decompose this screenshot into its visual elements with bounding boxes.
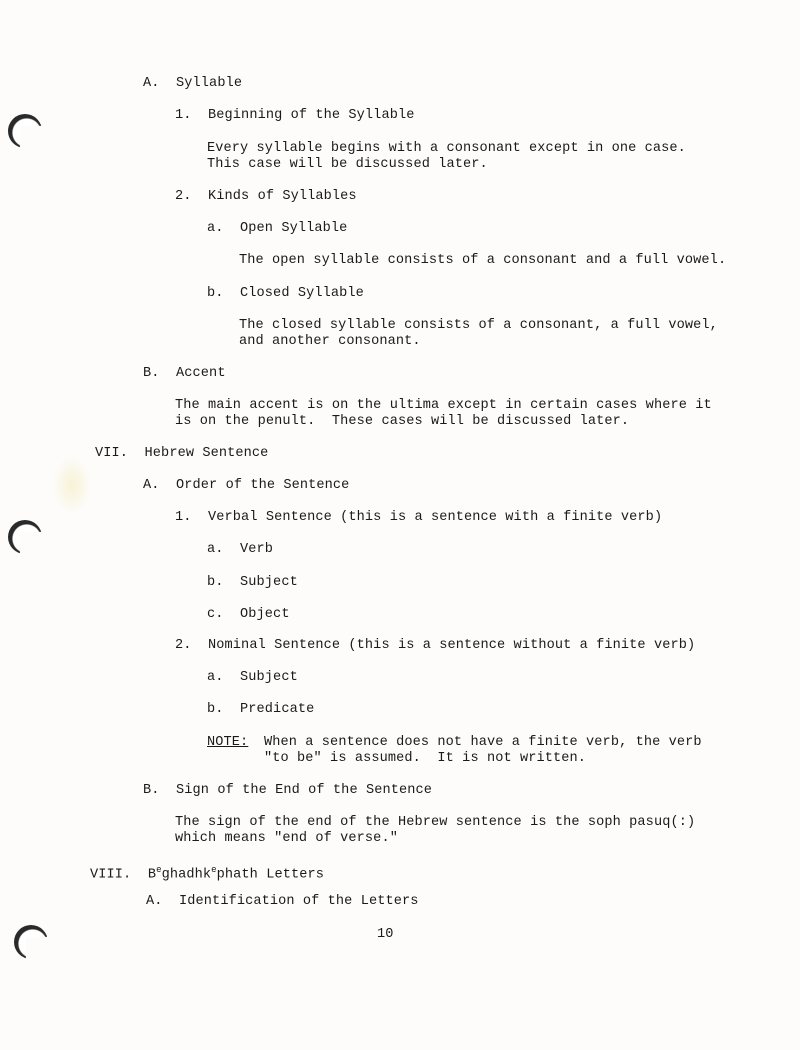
heading-identification-of-letters	[146, 893, 419, 910]
outline-label: A.	[146, 894, 163, 909]
paragraph-line: is on the penult. These cases will be discussed later.	[175, 414, 630, 429]
heading-nominal-sentence	[175, 637, 695, 654]
heading-verbal-sentence	[175, 509, 662, 526]
heading-text: Closed Syllable	[240, 286, 364, 301]
outline-label: b.	[207, 575, 224, 590]
outline-label: 1.	[175, 510, 192, 525]
heading-text: Beginning of the Syllable	[208, 108, 415, 123]
heading-text: Order of the Sentence	[176, 478, 350, 493]
paragraph-line: and another consonant.	[239, 334, 421, 349]
list-item	[207, 574, 298, 591]
list-item	[207, 701, 314, 718]
punch-hole	[8, 520, 42, 554]
note-line: When a sentence does not have a finite verb, the verb	[264, 735, 702, 750]
outline-label: b.	[207, 702, 224, 717]
list-item-text: Object	[240, 607, 290, 622]
outline-label: VII.	[95, 446, 129, 461]
superscript: e	[211, 865, 217, 875]
heading-text: Identification of the Letters	[179, 894, 419, 909]
heading-text: Open Syllable	[240, 221, 348, 236]
list-item-text: Subject	[240, 575, 298, 590]
outline-label: a.	[207, 221, 224, 236]
list-item	[207, 669, 298, 686]
list-item-text: Predicate	[240, 702, 315, 717]
punch-hole	[8, 114, 42, 148]
heading-text-part: B	[147, 867, 157, 883]
outline-label: VIII.	[90, 867, 132, 883]
paragraph-line: The open syllable consists of a consonant and a full vowel.	[239, 253, 727, 268]
heading-sign-of-end	[143, 782, 432, 799]
outline-label: A.	[143, 478, 160, 493]
note-label: NOTE:	[207, 735, 249, 750]
paragraph-line: This case will be discussed later.	[207, 157, 488, 172]
heading-syllable	[143, 75, 242, 92]
paragraph-line: The main accent is on the ultima except in certain cases where it	[175, 398, 712, 413]
paragraph-line: Every syllable begins with a consonant except in one case.	[207, 141, 686, 156]
heading-text: Verbal Sentence (this is a sentence with a finite verb)	[208, 510, 663, 525]
outline-label: a.	[207, 670, 224, 685]
list-item	[207, 541, 273, 558]
heading-text: Accent	[176, 366, 226, 381]
heading-text: Nominal Sentence (this is a sentence without a finite verb)	[208, 638, 696, 653]
punch-hole	[14, 925, 48, 959]
paper-stain	[52, 455, 92, 515]
outline-label: A.	[143, 76, 160, 91]
paragraph-line: which means "end of verse."	[175, 831, 398, 846]
heading-kinds-of-syllables	[175, 188, 357, 205]
list-item-text: Subject	[240, 670, 298, 685]
heading-text-part: ghadhk	[161, 867, 212, 883]
heading-text: Hebrew Sentence	[144, 446, 269, 461]
heading-hebrew-sentence	[95, 445, 268, 462]
outline-label: B.	[143, 366, 160, 381]
outline-label: c.	[207, 607, 224, 622]
heading-text: Kinds of Syllables	[208, 189, 357, 204]
list-item-text: Verb	[240, 542, 274, 557]
outline-label: 2.	[175, 189, 192, 204]
superscript: e	[156, 865, 162, 875]
paragraph-line: The sign of the end of the Hebrew sentence is the soph pasuq(:)	[175, 815, 696, 830]
list-item	[207, 606, 290, 623]
heading-text: Sign of the End of the Sentence	[176, 783, 433, 798]
heading-open-syllable	[207, 220, 347, 237]
heading-beghadhkephath-letters	[90, 862, 324, 884]
note-line: "to be" is assumed. It is not written.	[264, 751, 587, 766]
outline-label: 1.	[175, 108, 192, 123]
page-number: 10	[377, 927, 394, 942]
heading-closed-syllable	[207, 285, 364, 302]
outline-label: 2.	[175, 638, 192, 653]
outline-label: B.	[143, 783, 160, 798]
heading-order-of-sentence	[143, 477, 349, 494]
paragraph-line: The closed syllable consists of a consonant, a full vowel,	[239, 318, 718, 333]
heading-text: Syllable	[176, 76, 243, 91]
heading-beginning-of-syllable	[175, 107, 414, 124]
heading-text-part: phath Letters	[216, 867, 325, 883]
outline-label: a.	[207, 542, 224, 557]
heading-accent	[143, 365, 226, 382]
outline-label: b.	[207, 286, 224, 301]
